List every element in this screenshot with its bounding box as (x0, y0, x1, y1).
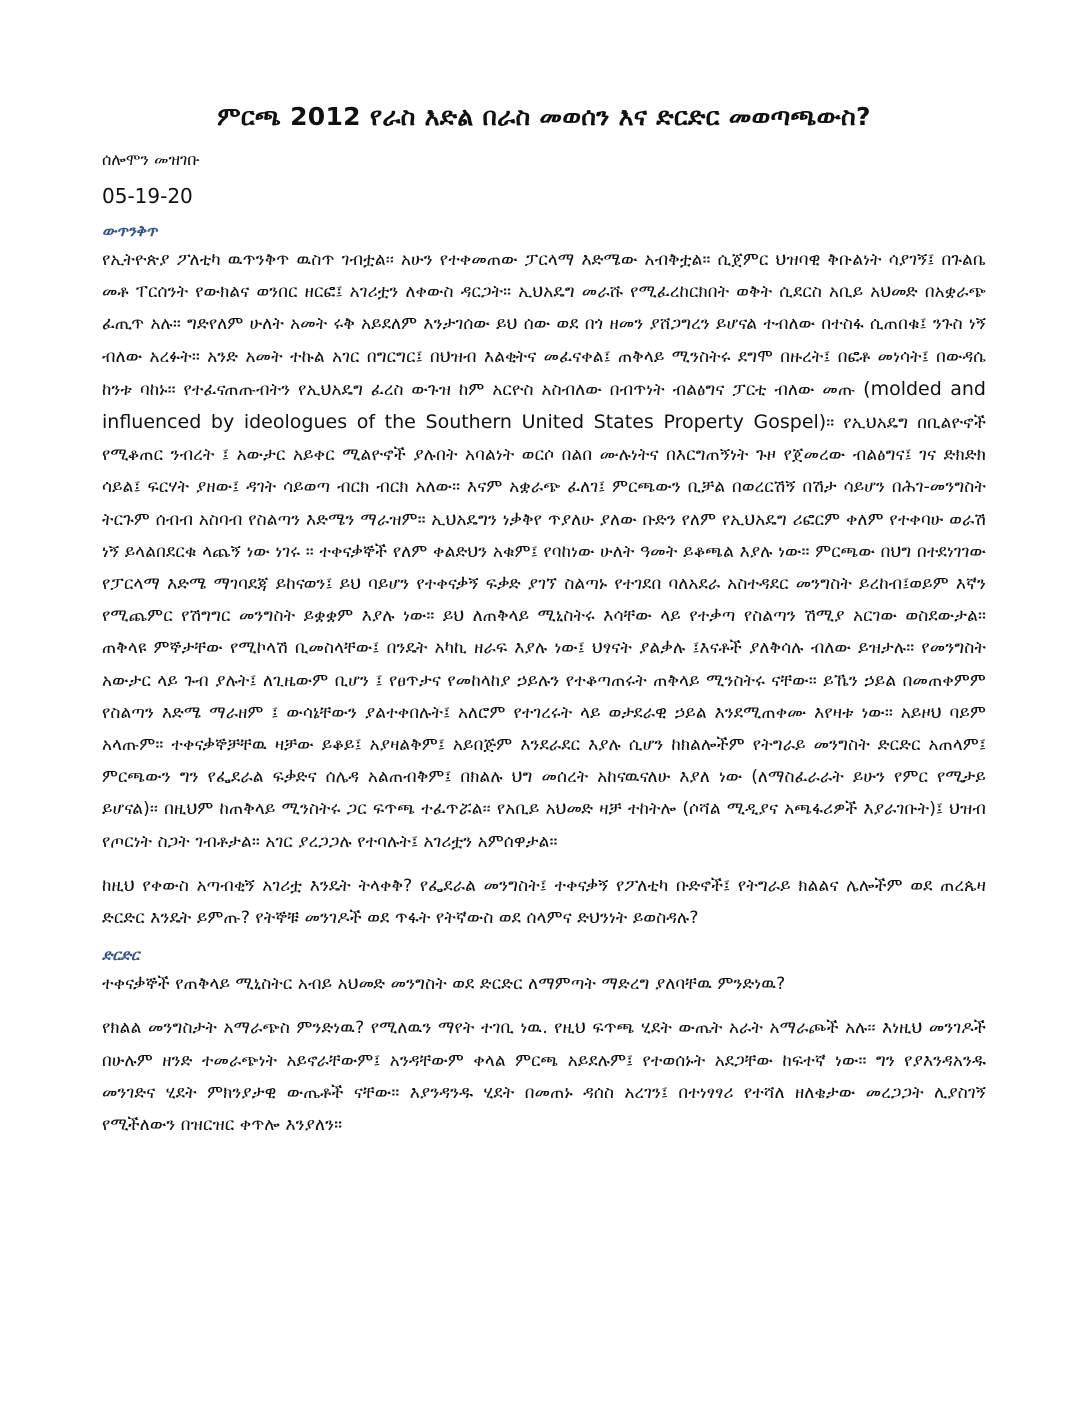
section-heading-negotiation: ድርድር (102, 946, 140, 965)
paragraph-intro-1 (102, 244, 986, 858)
paragraph-negotiation-1: ተቀናቃኞች የጠቅላይ ሚኒስትር አብይ አህመድ መንግስት ወደ ድርድር ለማምጣት ማድረግ ያለባቸዉ ምንድነዉ? (102, 974, 786, 995)
english-quote: (molded and influenced by ideologues of the Southern United States Property Gospel) (102, 377, 986, 434)
author-name: ሰሎሞን መዝገቡ (102, 150, 200, 169)
paragraph-negotiation-2: የክልል መንግስታት አማራጭስ ምንድነዉ? የሚለዉን ማየት ተገቢ ነዉ. የዚህ ፍጥጫ ሂደት ውጤት አራት አማራጮች አሉ፡፡ እነዚህ መንገዶች በሁሉም ዘንድ ተመራጭነት አይኖራቸውም፤ አንዳቸውም ቀላል ምርጫ አይደሉም፤ የተወሰኑት አደጋቸው ከፍተኛ ነው። ግን የያእንዳአንዱ መንገድና ሂደት ምክንያታዊ ውጤቶች ናቸው። እያንዳንዱ ሂደት በመጠኑ ዳሰስ አረገን፤ በተነፃፃሪ የተሻለ ዘለቄታው መረጋጋት ሊያስገኝ የሚችለውን በዝርዝር ቀጥሎ እንያለን። (102, 1018, 986, 1136)
section-heading-intro: ውጥንቅጥ (102, 222, 158, 240)
paragraph-text: ። የኢህአዴግ በቢልዮኖች የሚቆጠር ንብረት ፤ አውታር አይቀር ሚልዮኖች ያሉበት አባልነት ወርሶ በልበ ሙሉነትና በእርግጠኝነት ጉዞ የጀመረው ብልፅግና፤ ገና ድክድክ ሳይል፤ ፍርሃት ያዘው፤ ዳገት ሳይወጣ ብርክ ብርክ አለው። እናም አቋራጭ ፈለገ፤ ምርጫውን ቢቻል በወረርሽኝ በሽታ ሳይሆን በሕገ-መንግስት ትርጉም ሰብብ አስባብ የስልጣን እድሜን ማራዝም። ኢህአዴግን ነቃቅየ ጥያለሁ ያለው ቡድን የለም የኢህአዴግ ሪፎርም ቀለም የተቀባሁ ወራሽ ነኝ ይላልበደርቁ ላጨኝ ነው ነገሩ ። ተቀናቃኞች የለም ቀልድህን አቁም፤ የባከነው ሁለት ዓመት ይቆጫል እያሉ ነው። ምርጫው በህግ በተደነገገው የፓርላማ እድሜ ማገባደጃ ይከናወን፤ ይህ ባይሆን የተቀናቃኝ ፍቃድ ያገኘ ስልጣኑ የተገደበ ባለአደራ አስተዳደር መንግስት ይረከብ፤ወይም እኛን የሚጨምር የሽግግር መንግስት ይቋቋም እያሉ ነው። ይህ ለጠቅላይ ሚኒስትሩ እሳቸው ላይ የተቃጣ የስልጣን ሽሚያ አርገው ወስደውታል። ጠቅላዩ ምኞታቸው የሚኮላሽ ቢመስላቸው፤ በንዴት አካኪ ዘራፍ እያሉ ነው፤ ህፃናት ያልቃሉ ፤እናቶች ያለቅሳሉ ብለው ይዝታሉ። የመንግስት አውታር ላይ ጉብ ያሉት፤ ለጊዜውም ቢሆን ፤ የፀጥታና የመከላከያ ኃይሉን የተቆጣጠሩት ጠቅላይ ሚንስትሩ ናቸው። ይኼን ኃይል በመጠቀምም የስልጣን እድሜ ማራዘም ፤ ውሳኔቸውን ያልተቀበሉት፤ አለሮም የተገረሩት ላይ ወታደራዊ ኃይል እንደሚጠቀሙ እየዛቱ ነው። አይዞህ ባይም አላጡም። ተቀናቃኞቻቸዉ ዛቻው ይቆይ፤ አያዛልቅም፤ አይበጅም እንደራደር እያሉ ሲሆን ከክልሎችም የትግራይ መንግስት ድርድር አጠላም፤ ምርጫውን ግን የፌደራል ፍቃድና ሰሌዳ አልጠብቅም፤ በክልሉ ህግ መሰረት አከናዉናለሁ እያለ ነው (ለማስፈራራት ይሁን የምር የሚታይ ይሆናል)፡፡ በዚህም ከጠቅላይ ሚንስትሩ ጋር ፍጥጫ ተፈጥሯል፡፡ የአቢይ አህመድ ዛቻ ተከትሎ (ሶሻል ሚዲያና አጫፋሪዎች እያራገቡት)፤ ህዝብ የጦርነት ስጋት ገብቶታል። አገር ያረጋጋሉ የተባሉት፤ አገሪቷን አምሰዋታል። (102, 413, 986, 852)
paragraph-text: የኢትዮጵያ ፖለቲካ ዉጥንቅጥ ዉስጥ ገብቷል፡፡ አሁን የተቀመጠው ፓርላማ እድሜው አብቅቷል። ሲጀምር ህዝባዊ ቅቡልነት ሳያገኝ፤ በጉልቤ መቶ ፐርሰንት የውክልና ወንበር ዘርፎ፤ አገሪቷን ለቀውስ ዳርጋት። ኢህአዴግ መራሹ የሚፈረከርክበት ወቅት ሲደርስ አቢይ አህመድ በአቋራጭ ፈጢጥ አሉ። ግድየለም ሁለት አመት ሩቅ አይደለም እንታገሰው ይህ ሰው ወደ በጎ ዘመን ያሸጋግረን ይሆናል ተብለው በተስፋ ሲጠበቁ፤ ንጉስ ነኝ ብለው አረፉት። አንድ አመት ተኩል አገር በግርግር፤ በህዝብ እልቂትና መፈናቀል፤ ጠቅላይ ሚንስትሩ ደግሞ በዙረት፤ በፎቶ መነሳት፤ በውዳሴ ከንቱ ባከኑ። የተፈናጠጡብትን የኢህአዴግ ፈረስ ውጉዝ ከም አርዮስ አስብለው በብጥነት ብልፅግና ፓርቲ ብለው መጡ (102, 250, 986, 400)
publication-date: 05-19-20 (102, 184, 193, 208)
document-title: ምርጫ 2012 የራስ እድል በራስ መወሰን እና ድርድር መወጣጫውስ? (217, 102, 871, 131)
paragraph-intro-2: ከዚህ የቀውስ አጣብቂኝ አገሪቷ እንዴት ትላቀቅ? የፌደራል መንግስት፤ ተቀናቃኝ የፖለቲካ ቡድኖች፤ የትግራይ ክልልና ሌሎችም ወደ ጠረጴዛ ድርድር እንዴት ይምጡ? የትኞቹ መንገዶች ወደ ጥፋት የትኛውስ ወደ ሰላምና ድህንነት ይወስዳሉ? (102, 875, 986, 929)
